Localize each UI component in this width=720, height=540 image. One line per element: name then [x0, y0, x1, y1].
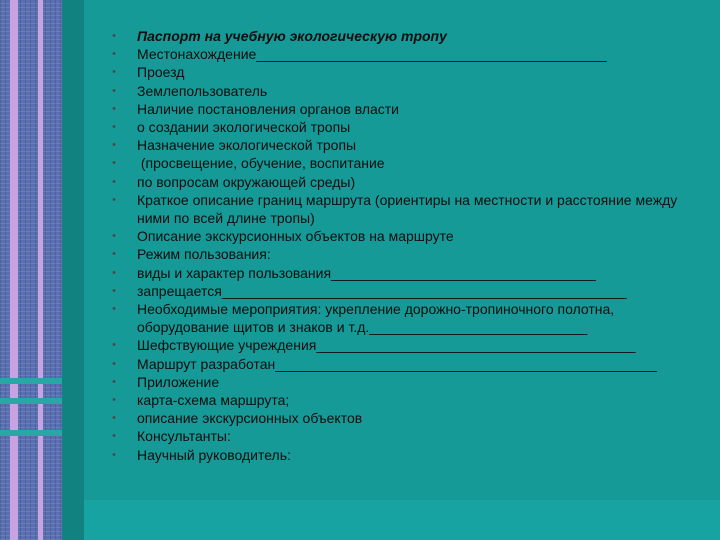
bullet-icon: • [112, 284, 116, 297]
bullet-icon: • [112, 84, 116, 97]
decorative-vertical-bar [10, 0, 18, 540]
list-item: • о создании экологической тропы [108, 118, 708, 136]
bullet-icon: • [112, 357, 116, 370]
list-item: • Консультанты: [108, 427, 708, 445]
list-item: • описание экскурсионных объектов [108, 409, 708, 427]
list-item: • Землепользователь [108, 82, 708, 100]
bullet-icon: • [112, 266, 116, 279]
bullet-icon: • [112, 303, 116, 316]
bullet-icon: • [112, 339, 116, 352]
list-item: • запрещается____________________________________________________ [108, 282, 708, 300]
list-item: • (просвещение, обучение, воспитание [108, 154, 708, 172]
decorative-horizontal-bar [0, 378, 62, 384]
list-item: • Режим пользования: [108, 245, 708, 263]
bullet-icon: • [112, 139, 116, 152]
list-item: • Маршрут разработан_________________________________________________ [108, 355, 708, 373]
list-item: • Назначение экологической тропы [108, 136, 708, 154]
decorative-middle-strip [62, 0, 84, 540]
bullet-icon: • [112, 157, 116, 170]
bullet-icon: • [112, 412, 116, 425]
list-item: • Описание экскурсионных объектов на маршруте [108, 227, 708, 245]
passport-list [108, 27, 708, 464]
list-item-title: • Паспорт на учебную экологическую тропу [108, 27, 708, 45]
list-item: • Приложение [108, 373, 708, 391]
decorative-vertical-bar [38, 0, 43, 540]
list-item: • виды и характер пользования__________________________________ [108, 264, 708, 282]
decorative-left-strip [0, 0, 62, 540]
bullet-icon: • [112, 193, 116, 206]
bullet-icon: • [112, 248, 116, 261]
list-item: • Наличие постановления органов власти [108, 100, 708, 118]
bullet-icon: • [112, 121, 116, 134]
bullet-icon: • [112, 66, 116, 79]
list-item: • Проезд [108, 63, 708, 81]
list-item: • Местонахождение_____________________________________________ [108, 45, 708, 63]
bullet-icon: • [112, 30, 116, 42]
list-item: • Необходимые мероприятия: укрепление дорожно-тропиночного полотна, оборудование щитов и знаков и т.д.____________________________ [108, 300, 708, 336]
list-item: • карта-схема маршрута; [108, 391, 708, 409]
decorative-bottom-band [84, 500, 720, 540]
bullet-icon: • [112, 375, 116, 388]
bullet-icon: • [112, 394, 116, 407]
bullet-icon: • [112, 230, 116, 243]
list-item: • Научный руководитель: [108, 446, 708, 464]
bullet-icon: • [112, 175, 116, 188]
bullet-icon: • [112, 448, 116, 461]
bullet-icon: • [112, 102, 116, 115]
bullet-icon: • [112, 430, 116, 443]
list-item: • Шефствующие учреждения_________________________________________ [108, 336, 708, 354]
decorative-horizontal-bar [0, 398, 62, 404]
list-item: • по вопросам окружающей среды) [108, 173, 708, 191]
list-item: • Краткое описание границ маршрута (ориентиры на местности и расстояние между ними по всей длине тропы) [108, 191, 708, 227]
bullet-icon: • [112, 48, 116, 61]
decorative-horizontal-bar [0, 430, 62, 436]
